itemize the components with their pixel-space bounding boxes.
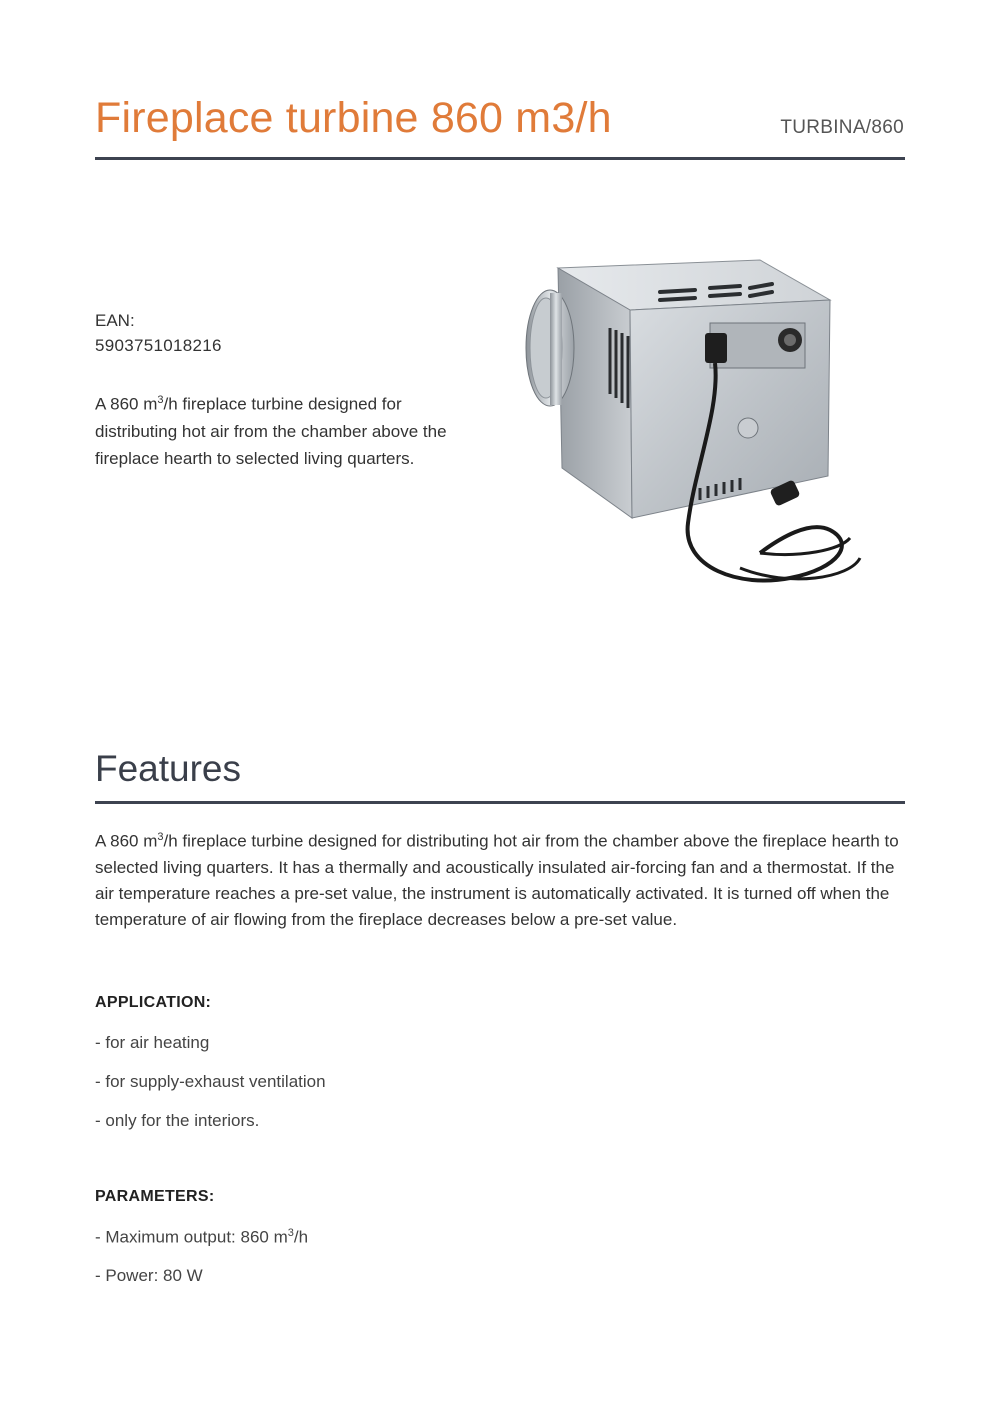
application-heading: APPLICATION: — [95, 994, 212, 1011]
features-text-start: A 860 m — [95, 831, 158, 851]
intro-superscript: 3 — [157, 394, 164, 406]
ean-label: EAN: — [95, 311, 135, 330]
features-heading: Features — [95, 748, 242, 789]
features-text-end: /h fireplace turbine designed for distributing hot air from the chamber above the fireplace hearth to selected living quarters. It has a thermally and acoustically insulated air-forcing fan and a thermostat. If the air temperature reaches a pre-set value, the instrument is automatically activated. It is turned off when the temperature of air flowing from the fireplace decreases below a pre-set value. — [95, 831, 899, 929]
page-title: Fireplace turbine 860 m3/h — [95, 94, 612, 142]
features-superscript: 3 — [157, 831, 164, 843]
application-item: - for air heating — [95, 1033, 210, 1052]
max-output-superscript: 3 — [287, 1227, 294, 1239]
max-output-text: - Maximum output: 860 m — [95, 1227, 288, 1247]
header-divider — [95, 157, 905, 160]
parameter-max-output — [95, 1227, 308, 1248]
application-item: - for supply-exhaust ventilation — [95, 1072, 326, 1091]
parameters-heading: PARAMETERS: — [95, 1188, 215, 1205]
parameter-power: - Power: 80 W — [95, 1266, 203, 1285]
product-code: TURBINA/860 — [780, 117, 904, 138]
intro-text-start: A 860 m — [95, 394, 158, 414]
application-item: - only for the interiors. — [95, 1111, 260, 1130]
intro-text-end: /h fireplace turbine designed for distributing hot air from the chamber above the fireplace hearth to selected living quarters. — [95, 394, 447, 468]
intro-description — [95, 387, 485, 472]
max-output-unit: /h — [293, 1227, 309, 1247]
ean-value: 5903751018216 — [95, 336, 222, 355]
product-image — [510, 238, 870, 618]
features-divider — [95, 801, 905, 804]
features-description — [95, 824, 905, 933]
